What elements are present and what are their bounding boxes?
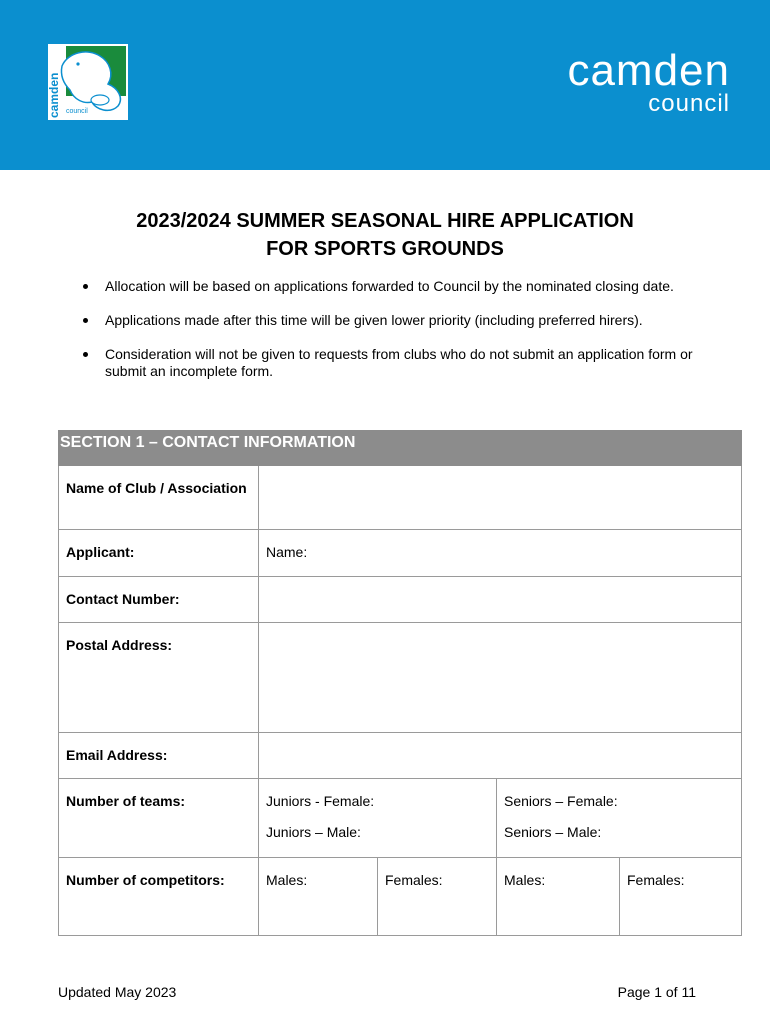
club-name-label: Name of Club / Association [59, 466, 259, 530]
juniors-teams-field[interactable] [259, 779, 497, 858]
number-of-competitors-label: Number of competitors: [59, 858, 259, 936]
seniors-teams-field[interactable] [497, 779, 742, 858]
instruction-item: Applications made after this time will be given lower priority (including preferred hirers). [78, 312, 708, 329]
seniors-female-label: Seniors – Female: [504, 793, 618, 809]
instruction-item: Allocation will be based on applications forwarded to Council by the nominated closing date. [78, 278, 708, 295]
logo-vertical-text: camden [47, 72, 61, 118]
females-label: Females: [627, 872, 685, 888]
email-address-label: Email Address: [59, 733, 259, 779]
number-of-teams-label: Number of teams: [59, 779, 259, 858]
applicant-name-field[interactable] [259, 530, 742, 577]
females-label: Females: [385, 872, 443, 888]
contact-information-form [58, 430, 742, 936]
junior-males-field[interactable] [259, 858, 378, 936]
section-1-heading: SECTION 1 – CONTACT INFORMATION [59, 431, 742, 466]
instruction-item: Consideration will not be given to requests from clubs who do not submit an application form or submit an incomplete form. [78, 346, 708, 380]
applicant-name-label: Name: [266, 544, 308, 560]
juniors-female-label: Juniors - Female: [266, 793, 375, 809]
juniors-male-label: Juniors – Male: [266, 824, 361, 840]
email-address-field[interactable] [259, 733, 742, 779]
applicant-label: Applicant: [59, 530, 259, 577]
contact-number-field[interactable] [259, 577, 742, 623]
junior-females-field[interactable] [378, 858, 497, 936]
seniors-male-label: Seniors – Male: [504, 824, 602, 840]
postal-address-label: Postal Address: [59, 623, 259, 733]
title-line-1: 2023/2024 SUMMER SEASONAL HIRE APPLICATION [136, 210, 634, 232]
brand-subname: council [648, 90, 730, 117]
brand-name: camden [567, 46, 730, 95]
senior-males-field[interactable] [497, 858, 620, 936]
title-line-2: FOR SPORTS GROUNDS [266, 238, 504, 260]
postal-address-field[interactable] [259, 623, 742, 733]
document-title [0, 207, 770, 263]
logo-subtext: council [66, 108, 88, 115]
males-label: Males: [266, 872, 308, 888]
instructions-list [78, 278, 708, 397]
contact-number-label: Contact Number: [59, 577, 259, 623]
footer-updated-date: Updated May 2023 [58, 984, 177, 1000]
males-label: Males: [504, 872, 546, 888]
senior-females-field[interactable] [620, 858, 742, 936]
club-name-field[interactable] [259, 466, 742, 530]
footer-page-number: Page 1 of 11 [617, 984, 696, 1000]
